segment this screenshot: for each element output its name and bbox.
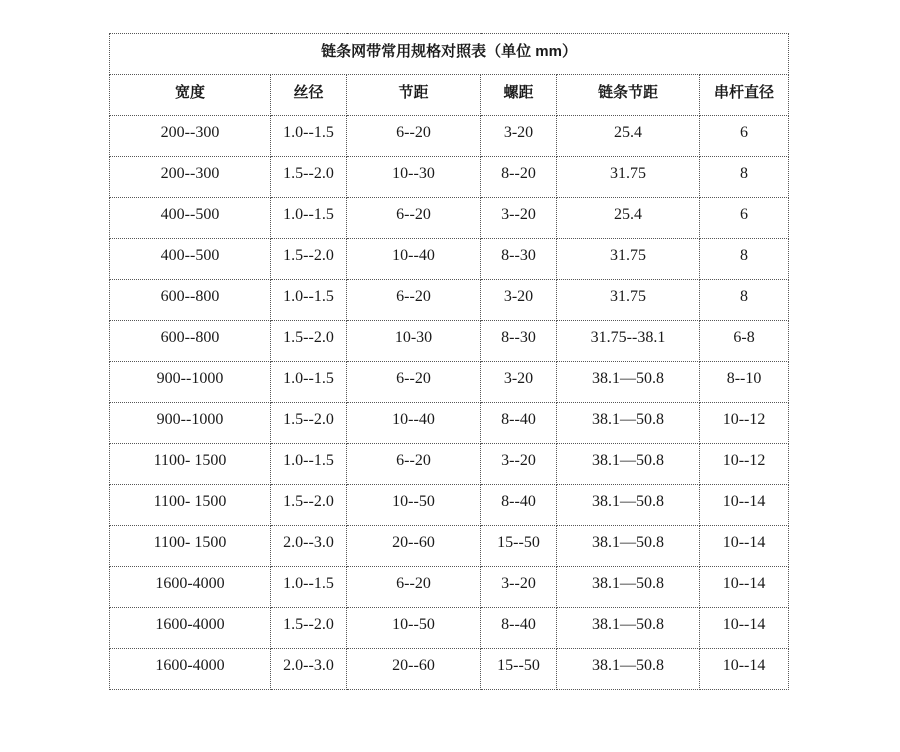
- table-cell: 25.4: [557, 116, 700, 157]
- table-cell: 900--1000: [110, 403, 271, 444]
- table-cell: 6--20: [347, 444, 481, 485]
- table-cell: 38.1—50.8: [557, 649, 700, 690]
- table-row: [110, 362, 789, 403]
- table-cell: 600--800: [110, 321, 271, 362]
- table-cell: 10--14: [700, 567, 789, 608]
- title-row: [110, 34, 789, 75]
- table-row: [110, 444, 789, 485]
- table-cell: 8--40: [481, 485, 557, 526]
- table-cell: 6--20: [347, 362, 481, 403]
- table-cell: 20--60: [347, 649, 481, 690]
- table-cell: 31.75: [557, 157, 700, 198]
- table-cell: 600--800: [110, 280, 271, 321]
- table-cell: 1.5--2.0: [271, 608, 347, 649]
- table-cell: 8--40: [481, 608, 557, 649]
- table-cell: 8--30: [481, 239, 557, 280]
- table-cell: 10--30: [347, 157, 481, 198]
- table-cell: 200--300: [110, 157, 271, 198]
- table-cell: 1600-4000: [110, 567, 271, 608]
- column-header-2: 节距: [347, 75, 481, 116]
- table-cell: 1600-4000: [110, 608, 271, 649]
- table-title: 链条网带常用规格对照表（单位 mm）: [110, 34, 789, 75]
- table-cell: 15--50: [481, 649, 557, 690]
- table-cell: 38.1—50.8: [557, 362, 700, 403]
- table-cell: 1100- 1500: [110, 526, 271, 567]
- table-cell: 6: [700, 198, 789, 239]
- table-row: [110, 485, 789, 526]
- table-row: [110, 198, 789, 239]
- table-cell: 8: [700, 280, 789, 321]
- table-row: [110, 157, 789, 198]
- table-cell: 10--50: [347, 485, 481, 526]
- table-cell: 1.5--2.0: [271, 485, 347, 526]
- table-cell: 6-8: [700, 321, 789, 362]
- column-header-3: 螺距: [481, 75, 557, 116]
- table-row: [110, 116, 789, 157]
- table-cell: 1.0--1.5: [271, 567, 347, 608]
- table-cell: 38.1—50.8: [557, 608, 700, 649]
- table-cell: 31.75: [557, 280, 700, 321]
- table-cell: 2.0--3.0: [271, 649, 347, 690]
- table-cell: 10--14: [700, 526, 789, 567]
- table-cell: 10--40: [347, 239, 481, 280]
- table-cell: 2.0--3.0: [271, 526, 347, 567]
- table-cell: 6--20: [347, 198, 481, 239]
- table-row: [110, 239, 789, 280]
- table-cell: 15--50: [481, 526, 557, 567]
- table-row: [110, 321, 789, 362]
- table-cell: 1100- 1500: [110, 485, 271, 526]
- table-cell: 400--500: [110, 239, 271, 280]
- table-cell: 1.0--1.5: [271, 198, 347, 239]
- table-cell: 6: [700, 116, 789, 157]
- table-cell: 8--30: [481, 321, 557, 362]
- table-cell: 8: [700, 239, 789, 280]
- table-cell: 1.5--2.0: [271, 321, 347, 362]
- table-cell: 1.5--2.0: [271, 239, 347, 280]
- table-cell: 900--1000: [110, 362, 271, 403]
- table-cell: 3--20: [481, 567, 557, 608]
- table-cell: 3--20: [481, 198, 557, 239]
- table-cell: 38.1—50.8: [557, 526, 700, 567]
- table-cell: 38.1—50.8: [557, 567, 700, 608]
- table-cell: 31.75: [557, 239, 700, 280]
- table-cell: 10-30: [347, 321, 481, 362]
- table-cell: 6--20: [347, 567, 481, 608]
- table-body: [110, 116, 789, 690]
- table-cell: 38.1—50.8: [557, 485, 700, 526]
- table-cell: 1100- 1500: [110, 444, 271, 485]
- table-cell: 8--20: [481, 157, 557, 198]
- table-cell: 10--14: [700, 608, 789, 649]
- column-header-0: 宽度: [110, 75, 271, 116]
- table-cell: 1.0--1.5: [271, 116, 347, 157]
- table-cell: 3-20: [481, 280, 557, 321]
- table-cell: 31.75--38.1: [557, 321, 700, 362]
- table-cell: 200--300: [110, 116, 271, 157]
- table-cell: 10--12: [700, 444, 789, 485]
- spec-table-container: [109, 33, 789, 690]
- table-cell: 10--40: [347, 403, 481, 444]
- column-header-1: 丝径: [271, 75, 347, 116]
- table-cell: 400--500: [110, 198, 271, 239]
- table-cell: 6--20: [347, 116, 481, 157]
- table-cell: 38.1—50.8: [557, 403, 700, 444]
- table-cell: 3--20: [481, 444, 557, 485]
- table-cell: 25.4: [557, 198, 700, 239]
- table-cell: 10--14: [700, 649, 789, 690]
- table-cell: 1.0--1.5: [271, 444, 347, 485]
- table-cell: 8--40: [481, 403, 557, 444]
- spec-table: [109, 33, 789, 690]
- table-row: [110, 649, 789, 690]
- table-row: [110, 608, 789, 649]
- table-cell: 8: [700, 157, 789, 198]
- table-cell: 1600-4000: [110, 649, 271, 690]
- table-cell: 1.5--2.0: [271, 157, 347, 198]
- table-cell: 3-20: [481, 362, 557, 403]
- table-cell: 1.0--1.5: [271, 280, 347, 321]
- header-row: [110, 75, 789, 116]
- table-row: [110, 567, 789, 608]
- table-row: [110, 280, 789, 321]
- table-cell: 6--20: [347, 280, 481, 321]
- table-cell: 1.5--2.0: [271, 403, 347, 444]
- table-row: [110, 526, 789, 567]
- table-cell: 1.0--1.5: [271, 362, 347, 403]
- table-cell: 8--10: [700, 362, 789, 403]
- column-header-4: 链条节距: [557, 75, 700, 116]
- table-cell: 3-20: [481, 116, 557, 157]
- column-header-5: 串杆直径: [700, 75, 789, 116]
- table-cell: 20--60: [347, 526, 481, 567]
- table-row: [110, 403, 789, 444]
- table-cell: 10--12: [700, 403, 789, 444]
- table-cell: 10--14: [700, 485, 789, 526]
- table-cell: 10--50: [347, 608, 481, 649]
- table-cell: 38.1—50.8: [557, 444, 700, 485]
